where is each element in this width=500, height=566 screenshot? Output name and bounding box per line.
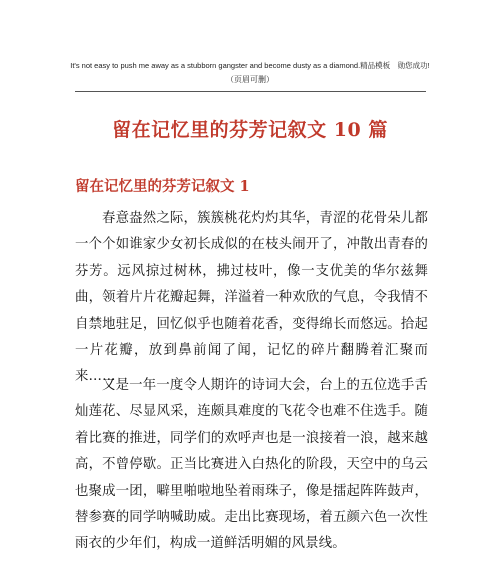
page-header-note: （页眉可删） — [226, 75, 274, 84]
header-divider — [75, 91, 426, 92]
page-header-text: It's not easy to push me away as a stubborn gangster and become dusty as a diamond.精品模板 勋您成功! — [70, 61, 430, 70]
document-title: 留在记忆里的芬芳记叙文 10 篇 — [112, 119, 388, 141]
section-heading: 留在记忆里的芬芳记叙文 1 — [75, 178, 250, 195]
body-paragraph-2: 又是一年一度令人期许的诗词大会，台上的五位选手舌灿莲花、尽显风采，连颇具难度的飞花令也难不住选手。随着比赛的推进，同学们的欢呼声也是一浪接着一浪，越来越高，不曾停歇。正当比赛进入白热化的阶段，天空中的乌云也聚成一团，噼里啪啦地坠着雨珠子，像是擂起阵阵鼓声，替参赛的同学呐喊助威。走出比赛现场，着五颜六色一次性雨衣的少年们，构成一道鲜活明媚的风景线。 — [75, 378, 428, 552]
body-paragraph-1: 春意盎然之际，簇簇桃花灼灼其华，青涩的花骨朵儿都一个个如谁家少女初长成似的在枝头闹开了，冲散出青春的芬芳。远风掠过树林，拂过枝叶，像一支优美的华尔兹舞曲，领着片片花瓣起舞，洋溢着一种欢欣的气息，令我情不自禁地驻足，回忆似乎也随着花香，变得绵长而悠远。拾起一片花瓣，放到鼻前闻了闻，记忆的碎片翻腾着汇聚而来…… — [75, 211, 428, 385]
